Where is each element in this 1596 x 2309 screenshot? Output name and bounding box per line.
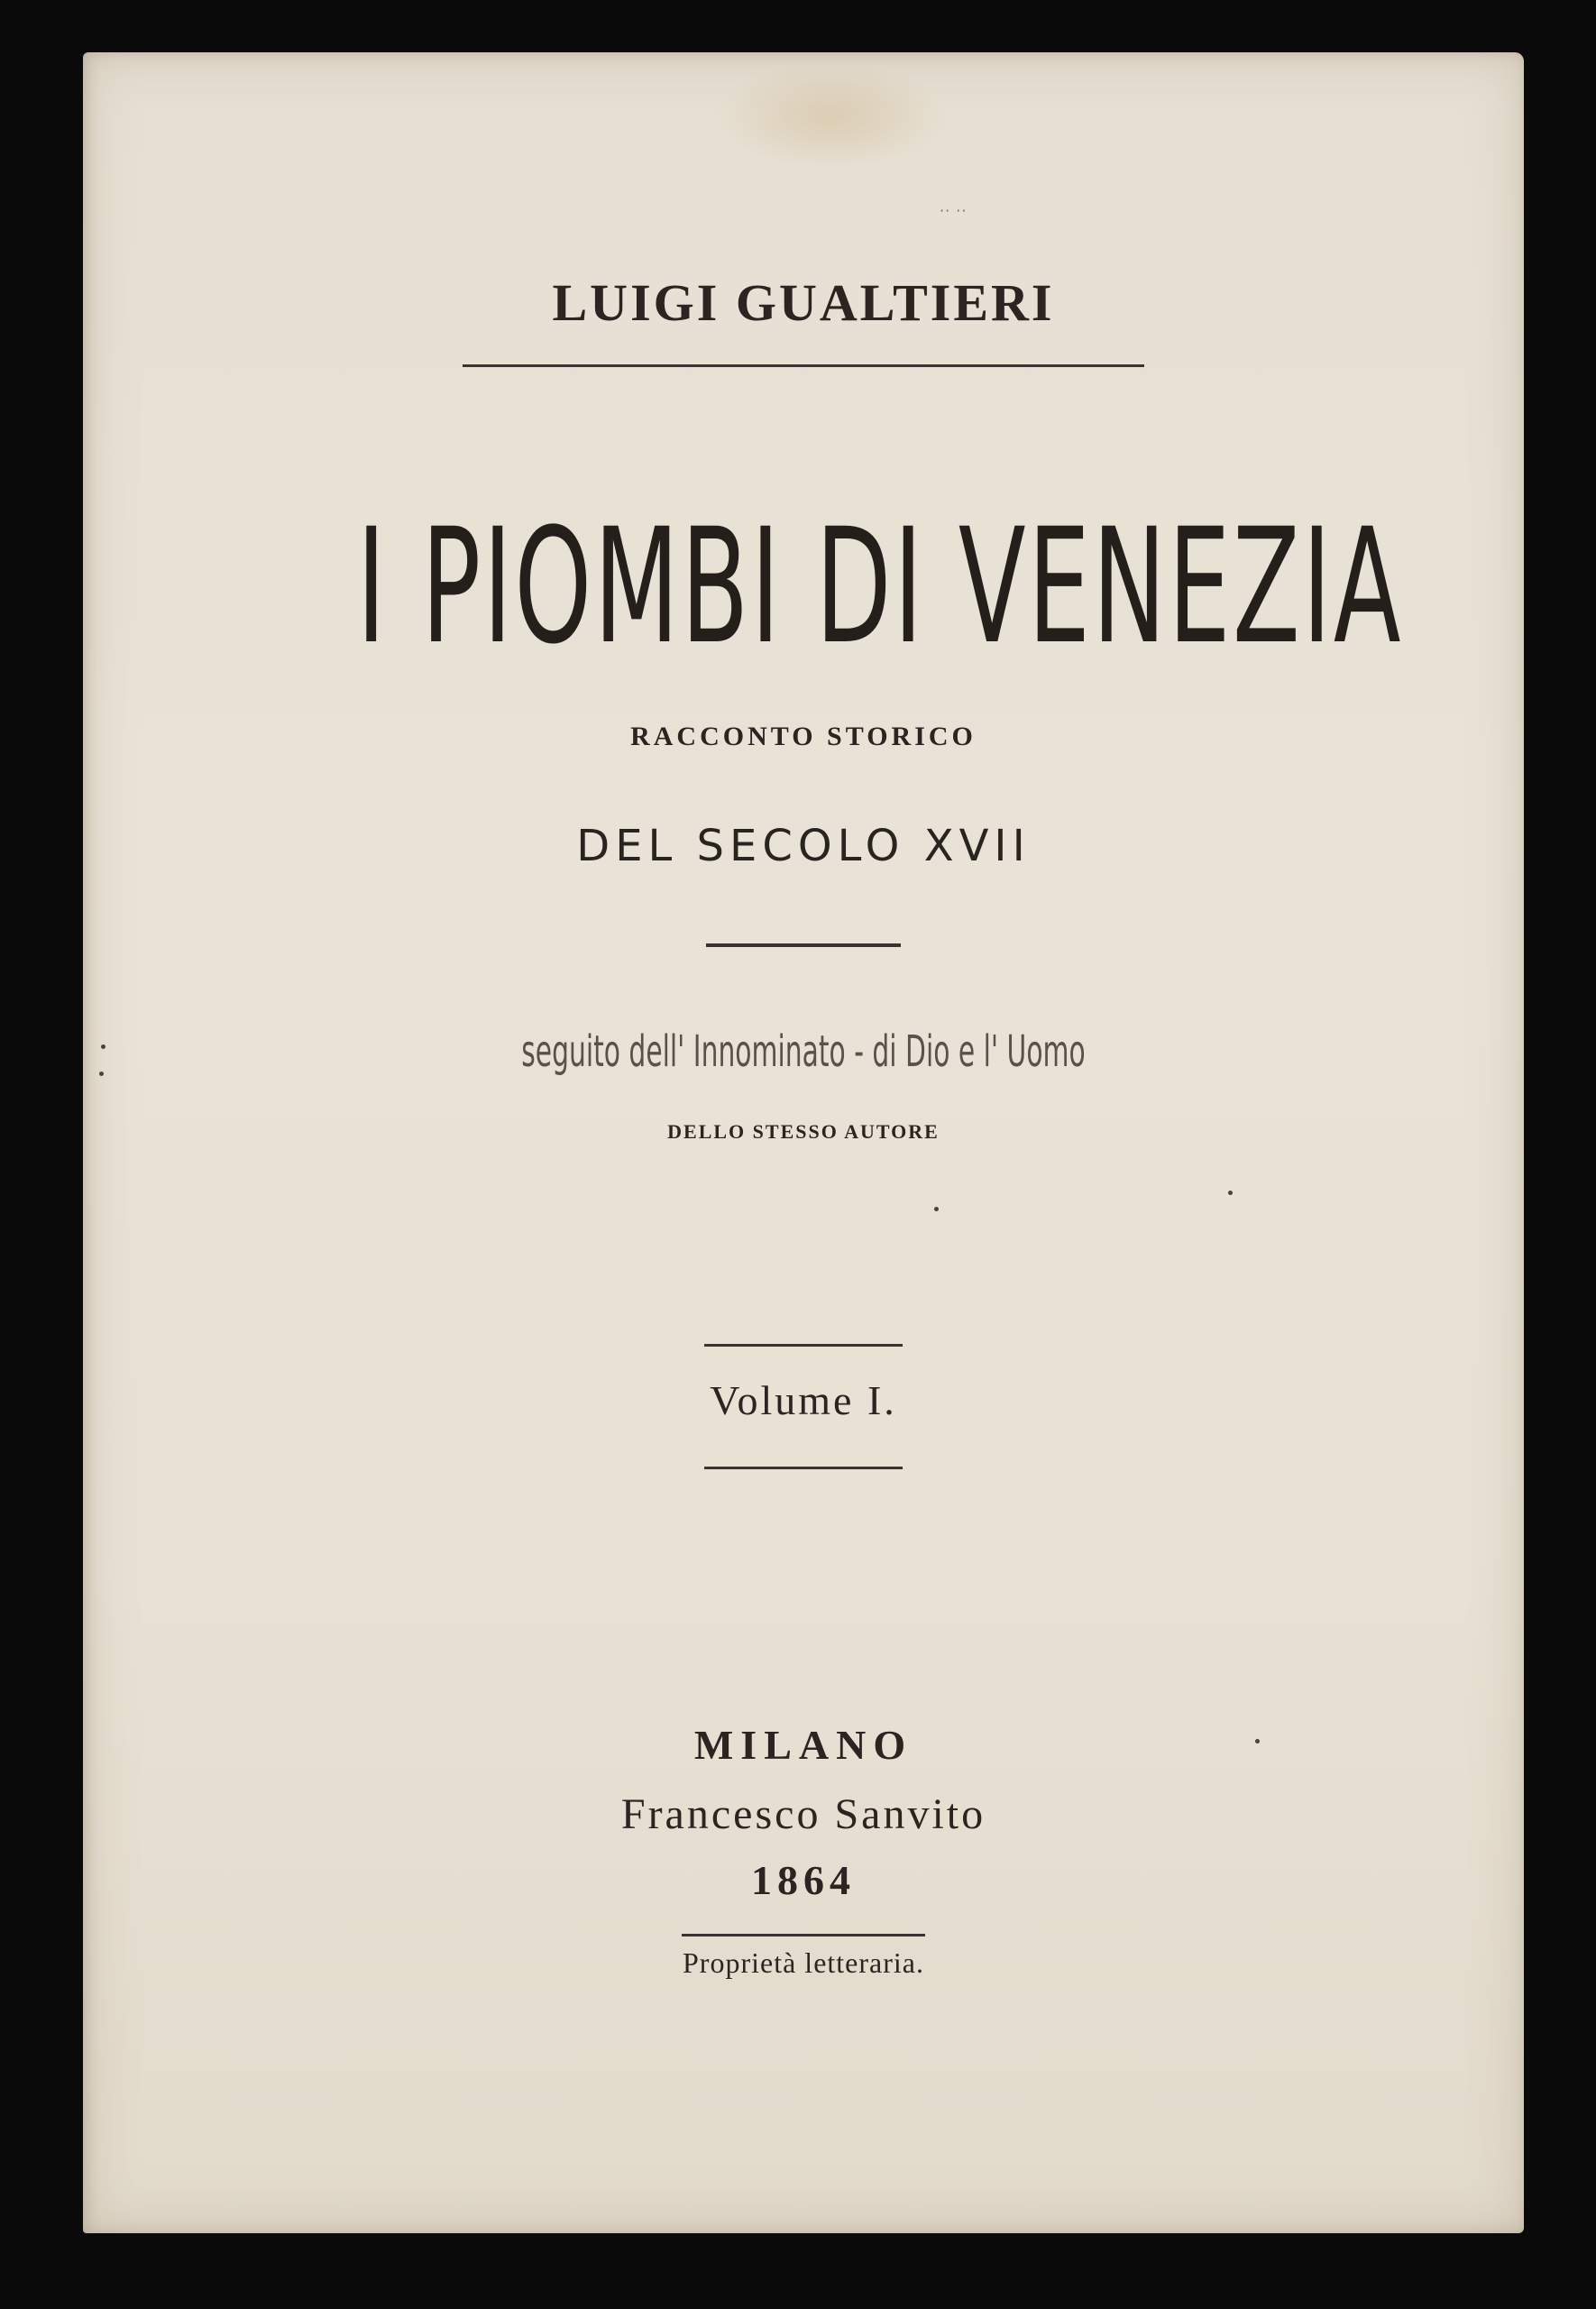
paper-stain [714,61,949,170]
book-title: I PIOMBI DI VENEZIA [356,494,1403,679]
paper-speck [1228,1191,1233,1195]
divider-under-subtitle [706,943,901,947]
divider-above-volume [704,1344,903,1347]
imprint-city: MILANO [693,1722,913,1768]
author-name: LUIGI GUALTIERI [552,273,1055,332]
paper-speck [101,1044,105,1049]
volume-label: Volume I. [710,1377,897,1423]
divider-below-volume [704,1467,903,1469]
same-author-note: DELLO STESSO AUTORE [667,1120,940,1143]
sequel-note: seguito dell' Innominato - di Dio e l' Uomo [521,1026,1086,1077]
paper-speck [934,1207,939,1211]
paper-speck [99,1072,104,1076]
imprint-year: 1864 [751,1857,856,1903]
title-page [83,52,1524,2233]
divider-under-author [463,364,1144,367]
rights-note: Proprietà letteraria. [683,1946,924,1979]
subtitle-line-1: RACCONTO STORICO [630,722,977,751]
divider-above-rights [682,1934,925,1936]
library-mark: ·· ·· [940,202,968,219]
paper-speck [1255,1739,1260,1743]
subtitle-line-2: DEL SECOLO XVII [576,821,1031,871]
imprint-publisher: Francesco Sanvito [620,1790,986,1838]
